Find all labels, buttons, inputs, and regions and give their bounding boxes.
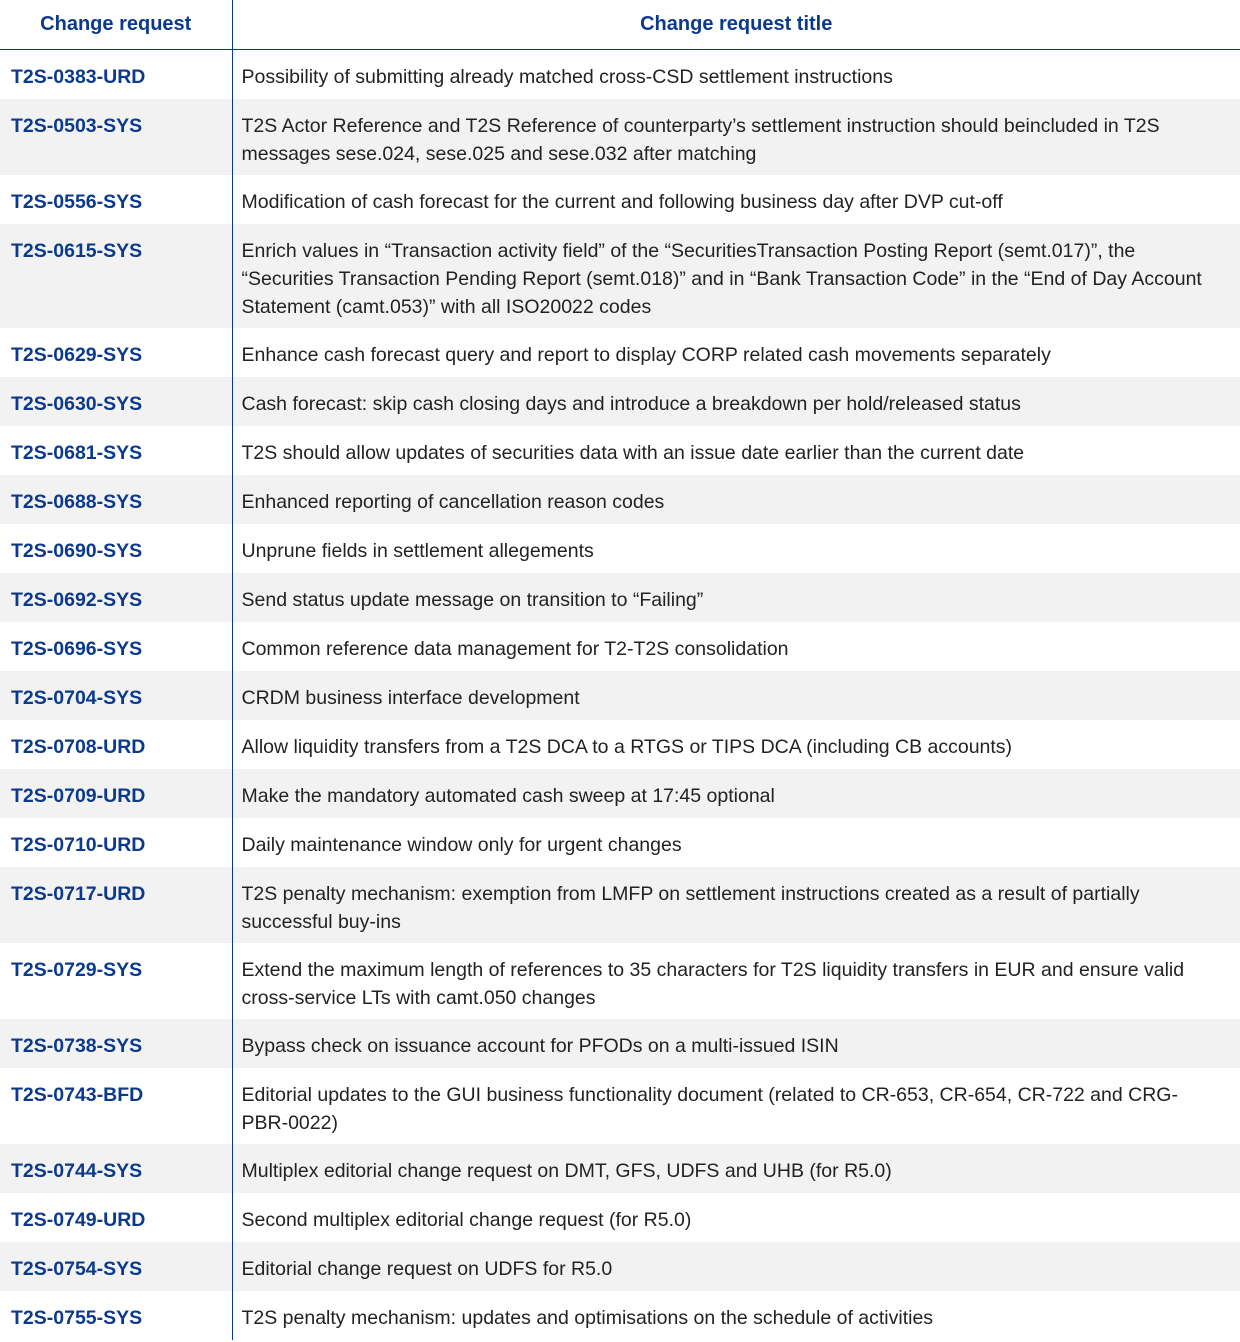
table-row [0, 943, 1240, 1019]
change-request-code: T2S-0383-URD [0, 50, 232, 99]
change-request-title: Cash forecast: skip cash closing days and introduce a breakdown per hold/released status [232, 377, 1240, 426]
change-request-title: T2S should allow updates of securities data with an issue date earlier than the current date [232, 426, 1240, 475]
table-row [0, 1242, 1240, 1291]
table-row [0, 573, 1240, 622]
change-request-code: T2S-0710-URD [0, 818, 232, 867]
change-request-code: T2S-0690-SYS [0, 524, 232, 573]
table-row [0, 50, 1240, 99]
change-request-title: Send status update message on transition to “Failing” [232, 573, 1240, 622]
change-request-code: T2S-0696-SYS [0, 622, 232, 671]
table-row [0, 867, 1240, 943]
table-row [0, 1144, 1240, 1193]
table-row [0, 524, 1240, 573]
change-request-code: T2S-0681-SYS [0, 426, 232, 475]
table-row [0, 818, 1240, 867]
header-change-request-title: Change request title [232, 0, 1240, 50]
change-request-code: T2S-0688-SYS [0, 475, 232, 524]
change-request-title: Enrich values in “Transaction activity field” of the “SecuritiesTransaction Posting Report (semt.017)”, the “Securities Transaction Pending Report (semt.018)” and in “Bank Transaction Code” in the “End of Day Account Statement (camt.053)” with all ISO20022 codes [232, 224, 1240, 328]
change-request-code: T2S-0754-SYS [0, 1242, 232, 1291]
change-request-title: Unprune fields in settlement allegements [232, 524, 1240, 573]
table-row [0, 377, 1240, 426]
change-request-title: Editorial updates to the GUI business functionality document (related to CR-653, CR-654, CR-722 and CRG-PBR-0022) [232, 1068, 1240, 1144]
table-row [0, 475, 1240, 524]
change-request-title: T2S Actor Reference and T2S Reference of counterparty’s settlement instruction should beincluded in T2S messages sese.024, sese.025 and sese.032 after matching [232, 99, 1240, 175]
change-request-code: T2S-0708-URD [0, 720, 232, 769]
change-request-title: Enhance cash forecast query and report to display CORP related cash movements separately [232, 328, 1240, 377]
change-request-code: T2S-0704-SYS [0, 671, 232, 720]
change-request-title: T2S penalty mechanism: exemption from LMFP on settlement instructions created as a result of partially successful buy-ins [232, 867, 1240, 943]
change-request-code: T2S-0692-SYS [0, 573, 232, 622]
change-request-title: Enhanced reporting of cancellation reason codes [232, 475, 1240, 524]
change-request-title: CRDM business interface development [232, 671, 1240, 720]
table-row [0, 622, 1240, 671]
change-request-title: Multiplex editorial change request on DMT, GFS, UDFS and UHB (for R5.0) [232, 1144, 1240, 1193]
table-row [0, 1291, 1240, 1340]
table-row [0, 720, 1240, 769]
table-row [0, 1019, 1240, 1068]
change-request-title: Extend the maximum length of references to 35 characters for T2S liquidity transfers in EUR and ensure valid cross-service LTs with camt.050 changes [232, 943, 1240, 1019]
table-row [0, 1193, 1240, 1242]
change-request-title: T2S penalty mechanism: updates and optimisations on the schedule of activities [232, 1291, 1240, 1340]
table-row [0, 224, 1240, 328]
change-request-title: Common reference data management for T2-T2S consolidation [232, 622, 1240, 671]
change-request-title: Modification of cash forecast for the current and following business day after DVP cut-off [232, 175, 1240, 224]
header-change-request: Change request [0, 0, 232, 50]
change-request-title: Make the mandatory automated cash sweep at 17:45 optional [232, 769, 1240, 818]
change-request-title: Editorial change request on UDFS for R5.0 [232, 1242, 1240, 1291]
table-row [0, 1068, 1240, 1144]
table-row [0, 426, 1240, 475]
change-request-code: T2S-0717-URD [0, 867, 232, 943]
change-request-code: T2S-0556-SYS [0, 175, 232, 224]
change-request-title: Bypass check on issuance account for PFODs on a multi-issued ISIN [232, 1019, 1240, 1068]
change-request-code: T2S-0749-URD [0, 1193, 232, 1242]
change-request-code: T2S-0743-BFD [0, 1068, 232, 1144]
table-row [0, 175, 1240, 224]
change-request-code: T2S-0615-SYS [0, 224, 232, 328]
change-request-title: Second multiplex editorial change request (for R5.0) [232, 1193, 1240, 1242]
table-row [0, 671, 1240, 720]
change-request-code: T2S-0630-SYS [0, 377, 232, 426]
change-request-title: Possibility of submitting already matched cross-CSD settlement instructions [232, 50, 1240, 99]
change-request-code: T2S-0755-SYS [0, 1291, 232, 1340]
change-request-code: T2S-0729-SYS [0, 943, 232, 1019]
change-request-code: T2S-0629-SYS [0, 328, 232, 377]
change-request-code: T2S-0709-URD [0, 769, 232, 818]
change-request-title: Daily maintenance window only for urgent changes [232, 818, 1240, 867]
header-row [0, 0, 1240, 50]
table-row [0, 769, 1240, 818]
table-row [0, 99, 1240, 175]
table-row [0, 328, 1240, 377]
change-request-code: T2S-0744-SYS [0, 1144, 232, 1193]
change-request-title: Allow liquidity transfers from a T2S DCA to a RTGS or TIPS DCA (including CB accounts) [232, 720, 1240, 769]
change-request-code: T2S-0503-SYS [0, 99, 232, 175]
change-request-code: T2S-0738-SYS [0, 1019, 232, 1068]
